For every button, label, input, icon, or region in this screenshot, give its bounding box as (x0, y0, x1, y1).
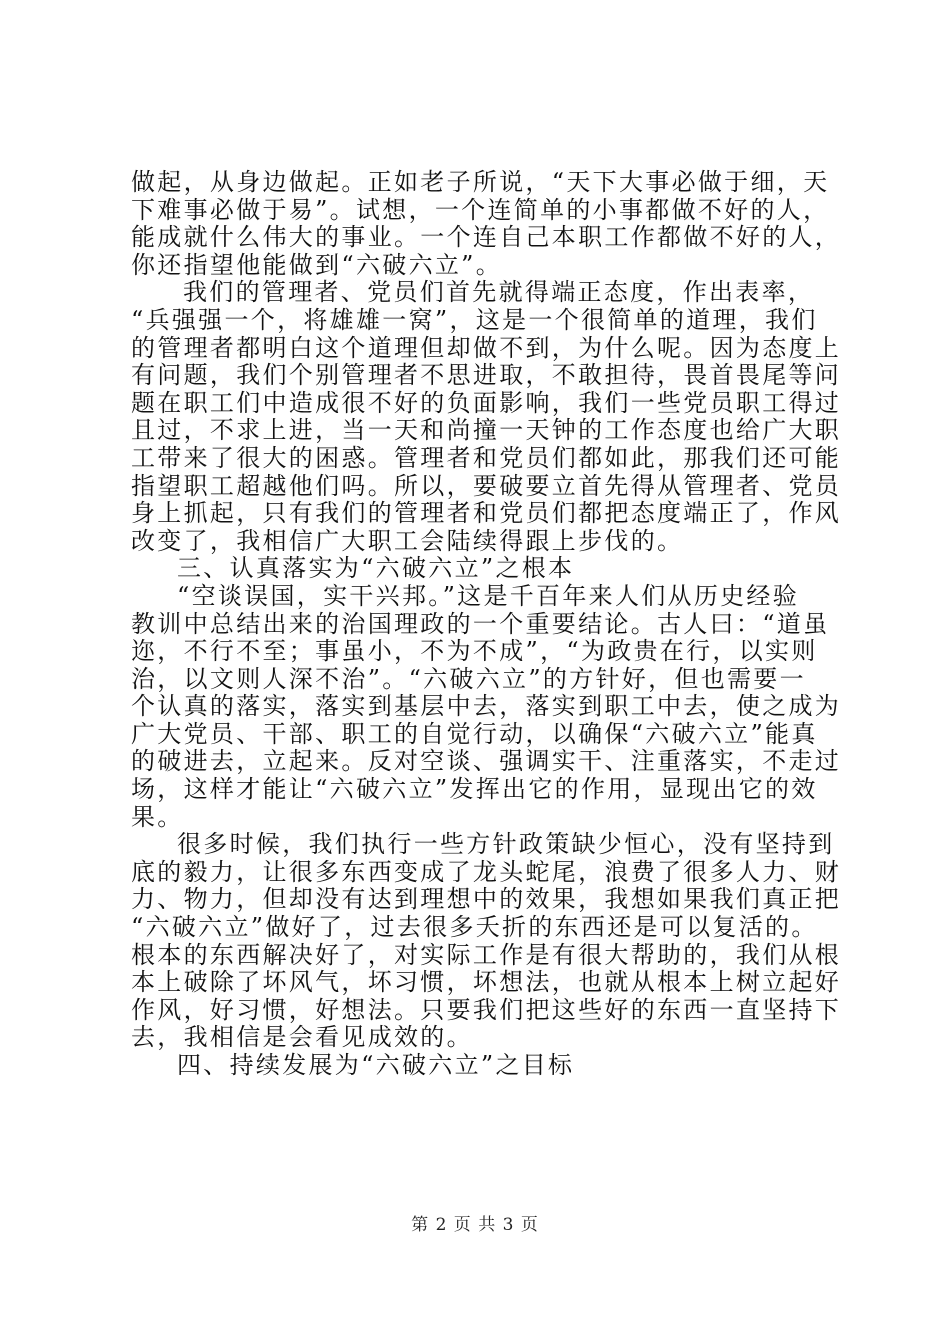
text-line: 广大党员、干部、职工的自觉行动，以确保“六破六立”能真 (131, 719, 818, 748)
paragraph-first-line: 很多时候，我们执行一些方针政策缺少恒心，没有坚持到 (177, 830, 835, 859)
section-heading: 四、持续发展为“六破六立”之目标 (177, 1051, 575, 1079)
text-line: 能成就什么伟大的事业。一个连自己本职工作都做不好的人， (131, 223, 842, 252)
text-line: 果。 (131, 802, 184, 831)
text-line: 题在职工们中造成很不好的负面影响，我们一些党员职工得过 (131, 388, 842, 417)
text-line: 且过，不求上进，当一天和尚撞一天钟的工作态度也给广大职 (131, 416, 842, 445)
text-line: 身上抓起，只有我们的管理者和党员们都把态度端正了，作风 (131, 499, 842, 528)
text-line: 教训中总结出来的治国理政的一个重要结论。古人曰：“道虽 (131, 609, 830, 638)
text-line: 根本的东西解决好了，对实际工作是有很大帮助的，我们从根 (131, 940, 842, 969)
document-body (131, 168, 842, 1080)
text-line: 做起，从身边做起。正如老子所说，“天下大事必做于细，天 (131, 168, 830, 196)
text-line: 的管理者都明白这个道理但却做不到，为什么呢。因为态度上 (131, 333, 842, 362)
text-line: 底的毅力，让很多东西变成了龙头蛇尾，浪费了很多人力、财 (131, 857, 842, 886)
text-line: 本上破除了坏风气，坏习惯，坏想法，也就从根本上树立起好 (131, 968, 842, 997)
text-line: 指望职工超越他们吗。所以，要破要立首先得从管理者、党员 (131, 471, 842, 500)
paragraph-first-line: 我们的管理者、党员们首先就得端正态度，作出表率， (183, 278, 815, 307)
text-line: 作风，好习惯，好想法。只要我们把这些好的东西一直坚持下 (131, 995, 842, 1024)
text-line: 有问题，我们个别管理者不思进取，不敢担待，畏首畏尾等问 (131, 361, 842, 390)
text-line: 下难事必做于易”。试想，一个连简单的小事都做不好的人， (131, 195, 830, 224)
text-line: 个认真的落实，落实到基层中去，落实到职工中去，使之成为 (131, 692, 842, 721)
text-line: 场，这样才能让“六破六立”发挥出它的作用，显现出它的效 (131, 775, 818, 804)
text-line: 治，以文则人深不治”。“六破六立”的方针好，但也需要一 (131, 664, 806, 693)
text-line: 工带来了很大的困惑。管理者和党员们都如此，那我们还可能 (131, 443, 842, 472)
text-line: 力、物力，但却没有达到理想中的效果，我想如果我们真正把 (131, 885, 842, 914)
text-line: 改变了，我相信广大职工会陆续得跟上步伐的。 (131, 526, 684, 555)
text-line: 你还指望他能做到“六破六立”。 (131, 250, 503, 279)
page-number: 第 2 页 共 3 页 (411, 1215, 539, 1235)
section-heading: 三、认真落实为“六破六立”之根本 (177, 554, 575, 583)
text-line: “兵强强一个，将雄雄一窝”，这是一个很简单的道理，我们 (131, 305, 818, 334)
text-line: 迩，不行不至；事虽小，不为不成”，“为政贵在行，以实则 (131, 637, 818, 666)
page-footer (0, 1214, 950, 1236)
paragraph-first-line: “空谈误国，实干兴邦。”这是千百年来人们从历史经验 (177, 581, 800, 610)
text-line: 去，我相信是会看见成效的。 (131, 1023, 473, 1052)
text-line: 的破进去，立起来。反对空谈、强调实干、注重落实，不走过 (131, 747, 842, 776)
text-line: “六破六立”做好了，过去很多夭折的东西还是可以复活的。 (131, 913, 818, 942)
